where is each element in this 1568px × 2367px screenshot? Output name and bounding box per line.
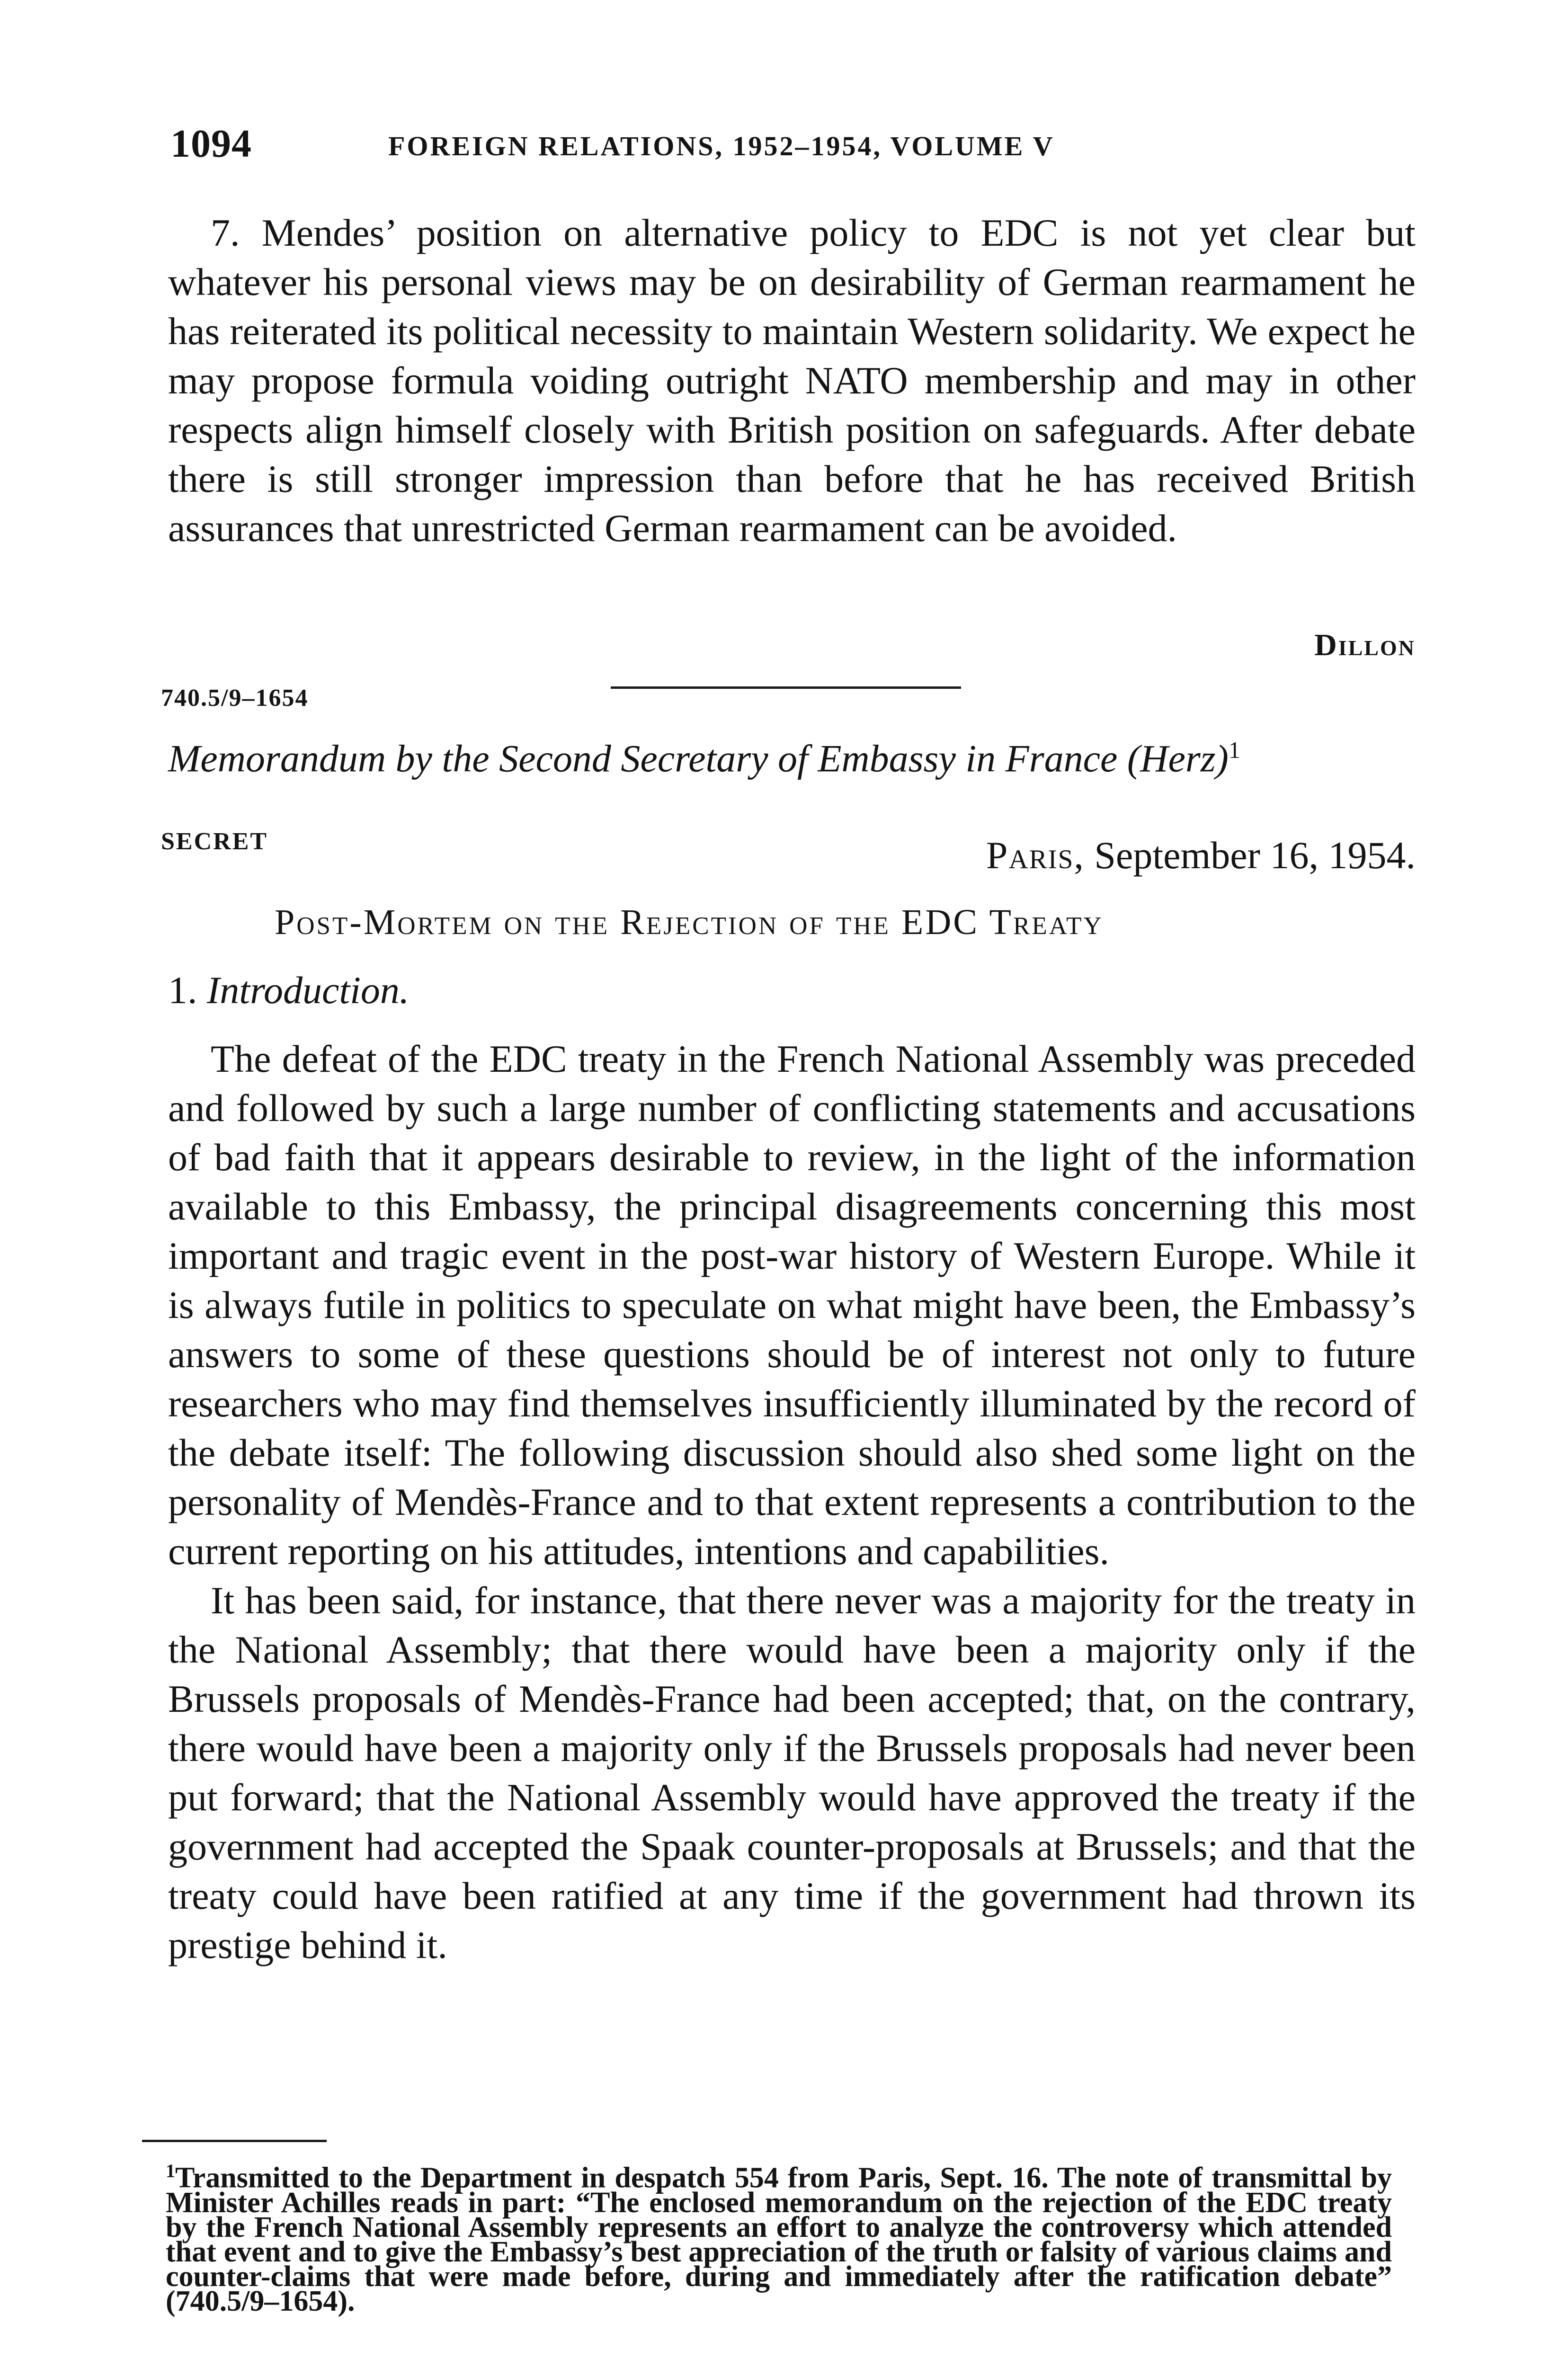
previous-document-paragraph: [168, 208, 1416, 553]
place: Paris,: [986, 834, 1085, 877]
section-title: Introduction.: [207, 969, 410, 1012]
date: September 16, 1954.: [1094, 834, 1416, 877]
footnote-marker: 1: [166, 2160, 175, 2181]
body-paragraph-2: It has been said, for instance, that there never was a majority for the treaty in the National Assembly; that there would have been a majority only if the Brussels proposals of Mendès-France had been accepted; that, on the contrary, there would have been a majority only if the Brussels proposals had never been put forward; that the National Assembly would have approved the treaty if the government had accepted the Spaak counter-proposals at Brussels; and that the treaty could have been ratified at any time if the government had thrown its prestige behind it.: [168, 1579, 1416, 1967]
footnote-reference: 1: [1229, 737, 1240, 763]
footnote: [166, 2159, 1392, 2317]
memorandum-body: [168, 1034, 1416, 1970]
signature: Dillon: [1314, 628, 1416, 662]
footnote-text: Transmitted to the Department in despatch 554 from Paris, Sept. 16. The note of transmittal by Minister Achilles reads in part: “The enclosed memorandum on the rejection of the EDC treaty by the French National Assembly represents an effort to analyze the controversy which attended that event and to give the Embassy’s best appreciation of the truth or falsity of various claims and counter-claims that were made before, during and immediately after the ratification debate” (740.5/9–1654).: [166, 2162, 1392, 2317]
document-separator-rule: [611, 686, 961, 689]
place-date: [986, 833, 1416, 878]
paragraph-7: 7. Mendes’ position on alternative policy to EDC is not yet clear but whatever his personal views may be on desirability of German rearmament he has reiterated its political necessity to maintain Western solidarity. We expect he may propose formula voiding outright NATO membership and may in other respects align himself closely with British position on safeguards. After debate there is still stronger impression than before that he has received British assurances that unrestricted German rearmament can be avoided.: [168, 211, 1416, 550]
page-number: 1094: [170, 122, 252, 166]
file-number: 740.5/9–1654: [161, 685, 309, 712]
footnote-rule: [142, 2140, 327, 2142]
running-head: FOREIGN RELATIONS, 1952–1954, VOLUME V: [388, 131, 1055, 161]
body-paragraph-1: The defeat of the EDC treaty in the French National Assembly was preceded and followed by such a large number of conflicting statements and accusations of bad faith that it appears desirable to review, in the light of the information available to this Embassy, the principal disagreements concerning this most important and tragic event in the post-war history of Western Europe. While it is always futile in politics to speculate on what might have been, the Embassy’s answers to some of these questions should be of interest not only to future researchers who may find themselves insufficiently illuminated by the record of the debate itself: The following discussion should also shed some light on the personality of Mendès-France and to that extent represents a contribution to the current reporting on his attitudes, intentions and capabilities.: [168, 1037, 1416, 1573]
page-header: [170, 121, 1420, 178]
memorandum-heading: [168, 736, 1427, 781]
classification: SECRET: [161, 828, 268, 855]
section-number: 1.: [168, 969, 197, 1012]
section-heading: [168, 968, 409, 1013]
memorandum-heading-text: Memorandum by the Second Secretary of Embassy in France (Herz): [168, 737, 1229, 780]
document-title: Post-Mortem on the Rejection of the EDC Treaty: [275, 902, 1104, 942]
